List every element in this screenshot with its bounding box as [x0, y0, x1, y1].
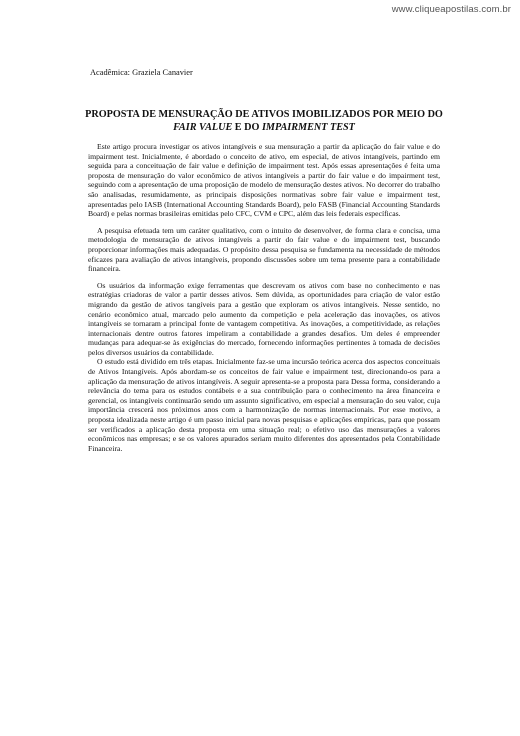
title-impairment-test: IMPAIRMENT TEST: [261, 122, 355, 133]
title-line-2: [84, 121, 444, 134]
title-fair-value: FAIR VALUE: [173, 122, 233, 133]
article-body: [88, 142, 440, 453]
paragraph-3: Os usuários da informação exige ferramentas que descrevam os ativos com base no conhecimento e nas estratégias criadoras de valor a partir desses ativos. Sem dúvida, as oportunidades para criação de valor estão migrando da gestão de ativos tangíveis para a gestão que exploram os ativos intangíveis. Nesse sentido, no cenário econômico atual, marcado pelo aumento da competição e pela aceleração das inovações, os ativos intangíveis se tornaram a principal fonte de vantagem competitiva. As inovações, a competitividade, as relações internacionais dentre outros fatores impeliram a contabilidade a grandes desafios. Um deles é empreender mudanças para adequar-se às exigências do mercado, fornecendo informações pertinentes à tomada de decisões pelos diversos usuários da contabilidade.: [88, 280, 440, 357]
paragraph-2: A pesquisa efetuada tem um caráter qualitativo, com o intuito de desenvolver, de forma clara e concisa, uma metodologia de mensuração de ativos intangíveis a partir do fair value e do impairment test, buscando proporcionar informações mais adequadas. O propósito dessa pesquisa se fundamenta na necessidade de métodos eficazes para avaliação de ativos intangíveis, propondo discussões sobre um tema presente para a contabilidade financeira.: [88, 225, 440, 274]
author-line: Acadêmica: Graziela Canavier: [90, 68, 193, 77]
title-connector: E DO: [232, 122, 262, 133]
paragraph-4: O estudo está dividido em três etapas. Inicialmente faz-se uma incursão teórica acerca dos aspectos conceituais de Ativos Intangíveis. Após abordam-se os conceitos de fair value e impairment test, direcionando-os para a aplicação da mensuração de ativos intangíveis. A seguir apresenta-se a proposta para Dessa forma, considerando a relevância do tema para os estudos contábeis e a sua contribuição para o conhecimento na área financeira e gerencial, os intangíveis continuarão sendo um assunto significativo, em especial a mensuração do seu valor, cuja importância crescerá nos próximos anos com a harmonização de normas internacionais. Por esse motivo, a proposta idealizada neste artigo é um passo inicial para novas pesquisas e aplicações empíricas, para que possam ser verificados a aplicação desta proposta em uma situação real; o efetivo uso das mensurações a valores econômicos nas empresas; e se os valores apurados seriam muito diferentes dos apresentados pela Contabilidade Financeira.: [88, 357, 440, 453]
site-url-watermark: www.cliqueapostilas.com.br: [391, 4, 511, 15]
document-title: [84, 108, 444, 134]
paragraph-1: Este artigo procura investigar os ativos intangíveis e sua mensuração a partir da aplicação do fair value e do impairment test. Inicialmente, é abordado o conceito de ativo, em especial, de ativos intangíveis, partindo em seguida para a conceituação de fair value e definição de impairment test. Após essas apresentações é feita uma proposta de mensuração do valor econômico de ativos intangíveis a partir do fair value e do impairment test, seguindo com a apresentação de uma proposição de modelo de mensuração destes ativos. No decorrer do trabalho são analisadas, resumidamente, as principais disposições normativas sobre fair value e impairment test, apresentadas pelo IASB (International Accounting Standards Board), pelo FASB (Financial Accounting Standards Board) e pelas normas brasileiras emitidas pelo CFC, CVM e CPC, além das leis federais específicas.: [88, 142, 440, 219]
title-line-1: PROPOSTA DE MENSURAÇÃO DE ATIVOS IMOBILIZADOS POR MEIO DO: [85, 109, 443, 120]
